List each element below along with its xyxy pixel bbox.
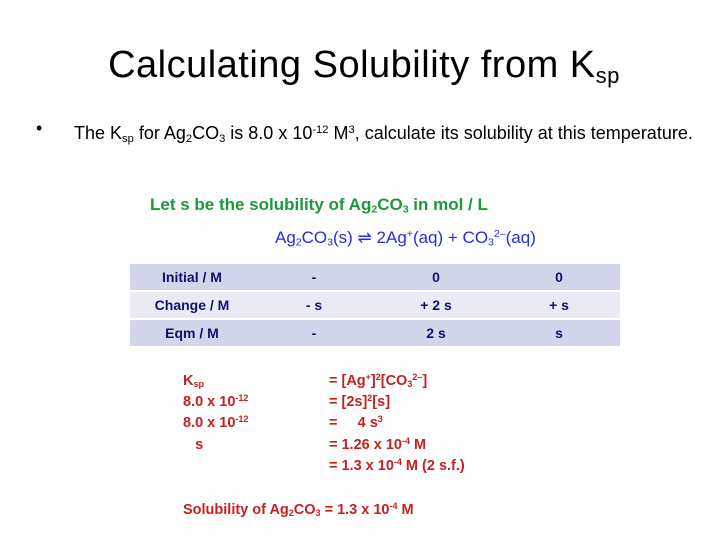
bullet-part: is 8.0 x 10 [225, 123, 313, 143]
calc-text: ] [370, 373, 376, 389]
row-label: Initial / M [130, 263, 254, 291]
calc-left [183, 373, 204, 389]
table-cell: - [254, 263, 374, 291]
bullet-part: The K [74, 123, 123, 143]
ice-table [130, 262, 620, 346]
calc-sup: 3 [377, 414, 383, 425]
calc-sup: -12 [235, 393, 249, 404]
calc-sup: -12 [235, 414, 249, 425]
table-cell: 0 [498, 263, 620, 291]
table-cell: 0 [374, 263, 498, 291]
final-part: Solubility of Ag [183, 502, 289, 518]
final-part: M [397, 502, 414, 518]
table-cell: s [498, 319, 620, 346]
table-cell: - s [254, 291, 374, 319]
calc-text: K [183, 373, 194, 389]
calc-text: [s] [372, 394, 391, 410]
title-subscript: sp [595, 63, 620, 89]
calc-text: = 1.3 x 10 [329, 458, 394, 474]
calc-sup: 2 [367, 393, 373, 404]
table-row [130, 263, 620, 291]
bullet-sup: -12 [312, 123, 329, 136]
calc-text: = [2s] [329, 394, 368, 410]
final-answer [183, 502, 414, 518]
calc-left [183, 394, 248, 410]
eq-sub: 3 [488, 236, 494, 249]
calc-sub: 3 [407, 379, 413, 390]
table-row [130, 319, 620, 346]
table-cell: + s [498, 291, 620, 319]
bullet-part: , calculate its solubility at this temperature. [354, 123, 693, 143]
calc-right [329, 437, 426, 453]
bullet-sub: sp [122, 132, 134, 145]
eq-sup: + [406, 228, 413, 241]
final-sub: 2 [288, 508, 294, 519]
calc-text: M (2 s.f.) [401, 458, 465, 474]
let-sub: 2 [371, 203, 378, 216]
calc-sub: sp [193, 379, 204, 390]
let-part: Let s be the solubility of Ag [150, 195, 372, 214]
title-text: Calculating Solubility from K [108, 44, 596, 86]
calc-text: = 1.26 x 10 [329, 437, 402, 453]
eq-part: (aq) + CO [412, 228, 489, 247]
bullet-sub: 2 [185, 132, 193, 145]
calc-sup: -4 [401, 436, 410, 447]
final-sub: 3 [315, 508, 321, 519]
calc-text: 8.0 x 10 [183, 415, 236, 431]
slide-title [0, 44, 728, 87]
eq-part: (s) ⇌ 2Ag [333, 228, 407, 247]
calc-sup: 2– [412, 372, 423, 383]
let-part: in mol / L [408, 195, 488, 214]
let-statement [150, 195, 488, 215]
final-part: = 1.3 x 10 [320, 502, 390, 518]
calc-text: = [Ag [329, 373, 366, 389]
calc-left: s [183, 437, 204, 453]
calc-text: ] [422, 373, 428, 389]
table-cell: 2 s [374, 319, 498, 346]
bullet-part: for Ag [133, 123, 186, 143]
row-label: Eqm / M [130, 319, 254, 346]
calc-sup: + [365, 372, 371, 383]
bullet-text [74, 119, 694, 147]
eq-part: (aq) [505, 228, 536, 247]
calc-sup: -4 [393, 457, 402, 468]
eq-part: Ag [275, 228, 296, 247]
final-part: CO [293, 502, 316, 518]
let-sub: 3 [402, 203, 409, 216]
eq-part: CO [301, 228, 328, 247]
bullet-sub: 3 [219, 132, 226, 145]
final-sup: -4 [389, 501, 398, 512]
bullet-marker: • [36, 118, 43, 138]
calc-text: M [409, 437, 427, 453]
table-cell: + 2 s [374, 291, 498, 319]
calc-text: [CO [380, 373, 408, 389]
eq-sup: 2– [493, 228, 506, 241]
let-part: CO [377, 195, 403, 214]
calc-right [329, 373, 427, 389]
calc-text: 8.0 x 10 [183, 394, 236, 410]
table-cell: - [254, 319, 374, 346]
table-row [130, 291, 620, 319]
calc-text: = 4 s [329, 415, 378, 431]
bullet-part: M [328, 123, 349, 143]
calc-right [329, 394, 390, 410]
calc-right [329, 458, 465, 474]
bullet-part: CO [192, 123, 220, 143]
row-label: Change / M [130, 291, 254, 319]
eq-sub: 3 [327, 236, 334, 249]
bullet-sup: 3 [348, 123, 355, 136]
calc-right [329, 415, 383, 431]
calc-sup: 2 [375, 372, 381, 383]
calc-left [183, 415, 248, 431]
dissolution-equation [275, 228, 536, 248]
eq-sub: 2 [295, 236, 302, 249]
